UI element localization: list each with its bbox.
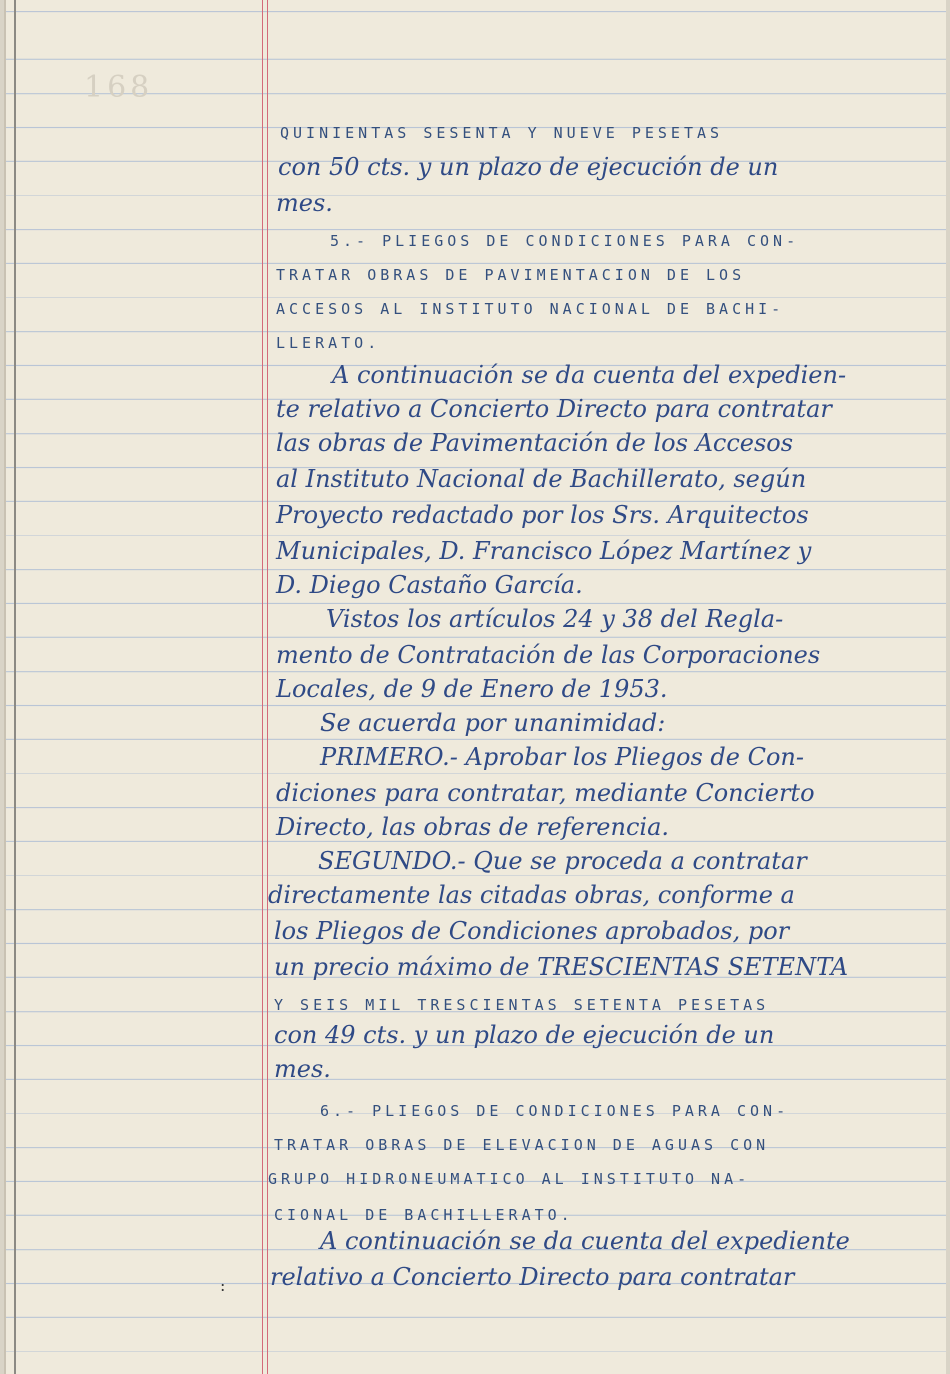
text-line: mento de Contratación de las Corporaciones xyxy=(276,641,821,669)
text-line: Locales, de 9 de Enero de 1953. xyxy=(276,675,668,703)
text-line: un precio máximo de TRESCIENTAS SETENTA xyxy=(274,953,849,981)
text-line: ACCESOS AL INSTITUTO NACIONAL DE BACHI- xyxy=(276,300,785,318)
text-line: TRATAR OBRAS DE ELEVACION DE AGUAS CON xyxy=(274,1136,770,1154)
text-line: 6.- PLIEGOS DE CONDICIONES PARA CON- xyxy=(320,1102,790,1120)
text-line: al Instituto Nacional de Bachillerato, según xyxy=(276,465,807,493)
text-line: Y SEIS MIL TRESCIENTAS SETENTA PESETAS xyxy=(274,996,770,1014)
text-line: mes. xyxy=(276,189,333,217)
text-line: los Pliegos de Condiciones aprobados, por xyxy=(274,917,790,945)
text-line: con 49 cts. y un plazo de ejecución de un xyxy=(274,1021,775,1049)
binding-edge xyxy=(14,0,16,1374)
text-line: A continuación se da cuenta del expedien- xyxy=(332,361,847,389)
text-line: 5.- PLIEGOS DE CONDICIONES PARA CON- xyxy=(330,232,800,250)
text-line: mes. xyxy=(274,1055,331,1083)
text-line: QUINIENTAS SESENTA Y NUEVE PESETAS xyxy=(280,124,724,142)
ledger-page xyxy=(4,0,946,1374)
text-line: Vistos los artículos 24 y 38 del Regla- xyxy=(326,605,784,633)
folio-number: 168 xyxy=(84,70,154,105)
text-line: Directo, las obras de referencia. xyxy=(276,813,669,841)
text-line: TRATAR OBRAS DE PAVIMENTACION DE LOS xyxy=(276,266,746,284)
red-margin-line xyxy=(262,0,263,1374)
text-line: LLERATO. xyxy=(276,334,381,352)
text-line: con 50 cts. y un plazo de ejecución de un xyxy=(278,153,779,181)
text-line: PRIMERO.- Aprobar los Pliegos de Con- xyxy=(320,743,804,771)
text-line: diciones para contratar, mediante Concierto xyxy=(276,779,815,807)
text-line: Municipales, D. Francisco López Martínez y xyxy=(276,537,812,565)
text-line: SEGUNDO.- Que se proceda a contratar xyxy=(318,847,807,875)
text-line: D. Diego Castaño García. xyxy=(276,571,583,599)
text-line: GRUPO HIDRONEUMATICO AL INSTITUTO NA- xyxy=(268,1170,751,1188)
text-line: relativo a Concierto Directo para contratar xyxy=(270,1263,795,1291)
text-line: CIONAL DE BACHILLERATO. xyxy=(274,1206,574,1224)
text-line: Se acuerda por unanimidad: xyxy=(320,709,666,737)
text-line: directamente las citadas obras, conforme a xyxy=(268,881,795,909)
text-line: Proyecto redactado por los Srs. Arquitectos xyxy=(276,501,809,529)
text-line: las obras de Pavimentación de los Accesos xyxy=(276,429,794,457)
text-line: A continuación se da cuenta del expediente xyxy=(320,1227,850,1255)
text-line: te relativo a Concierto Directo para contratar xyxy=(276,395,832,423)
margin-mark: : xyxy=(220,1276,226,1295)
